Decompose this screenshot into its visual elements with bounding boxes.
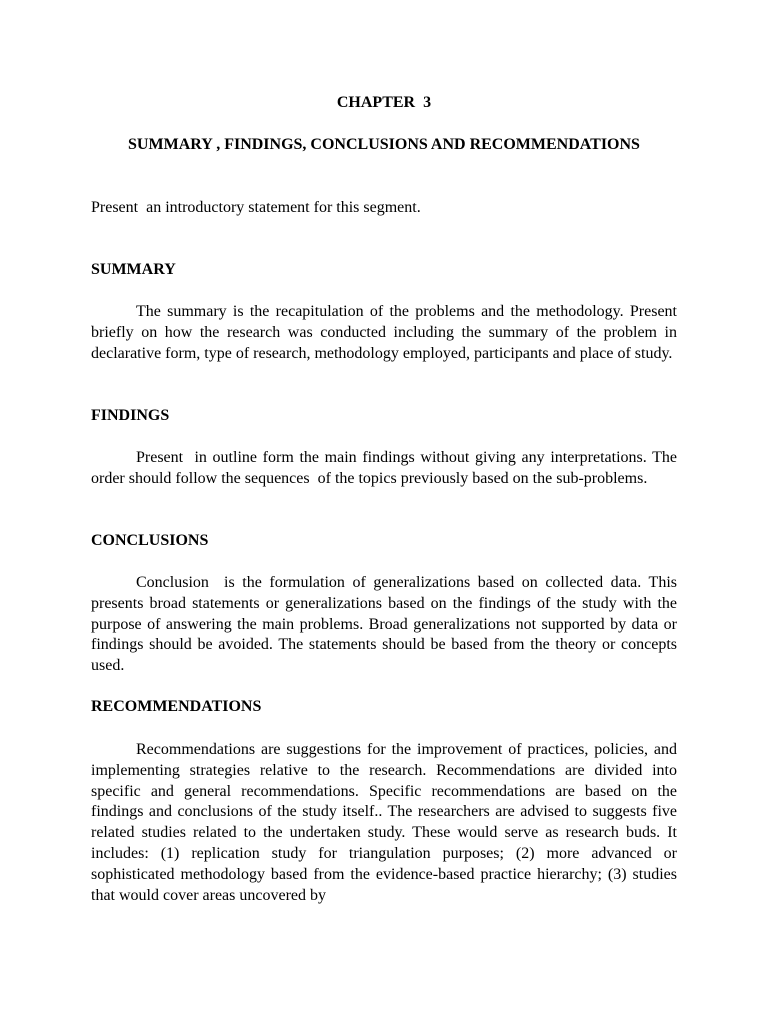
conclusions-paragraph: Conclusion is the formulation of generalizations based on collected data. This presents broad statements or generalizations based on the findings of the study with the purpose of answering the main problems. Broad generalizations not supported by data or findings should be avoided. The statements should be based from the theory or concepts used.	[91, 574, 681, 675]
recommendations-paragraph: Recommendations are suggestions for the improvement of practices, policies, and implementing strategies relative to the research. Recommendations are divided into specific and general recommendations. Specific recommendations are based on the findings and conclusions of the study itself.. The researchers are advised to suggests five related studies related to the undertaken study. These would serve as research buds. It includes: (1) replication study for triangulation purposes; (2) more advanced or sophisticated methodology based from the evidence-based practice hierarchy; (3) studies that would cover areas uncovered by	[91, 741, 681, 904]
intro-statement: Present an introductory statement for this segment.	[91, 199, 421, 216]
summary-heading: SUMMARY	[91, 261, 176, 278]
chapter-title: CHAPTER 3	[336, 94, 432, 111]
findings-heading: FINDINGS	[91, 407, 170, 424]
recommendations-heading: RECOMMENDATIONS	[91, 698, 262, 715]
summary-paragraph: The summary is the recapitulation of the problems and the methodology. Present briefly on how the research was conducted including the summary of the problem in declarative form, type of research, methodology employed, participants and place of study.	[91, 303, 681, 362]
findings-paragraph: Present in outline form the main findings without giving any interpretations. The order should follow the sequences of the topics previously based on the sub-problems.	[91, 449, 681, 487]
chapter-subtitle: SUMMARY , FINDINGS, CONCLUSIONS AND RECOMMENDATIONS	[128, 136, 640, 153]
conclusions-heading: CONCLUSIONS	[91, 532, 209, 549]
